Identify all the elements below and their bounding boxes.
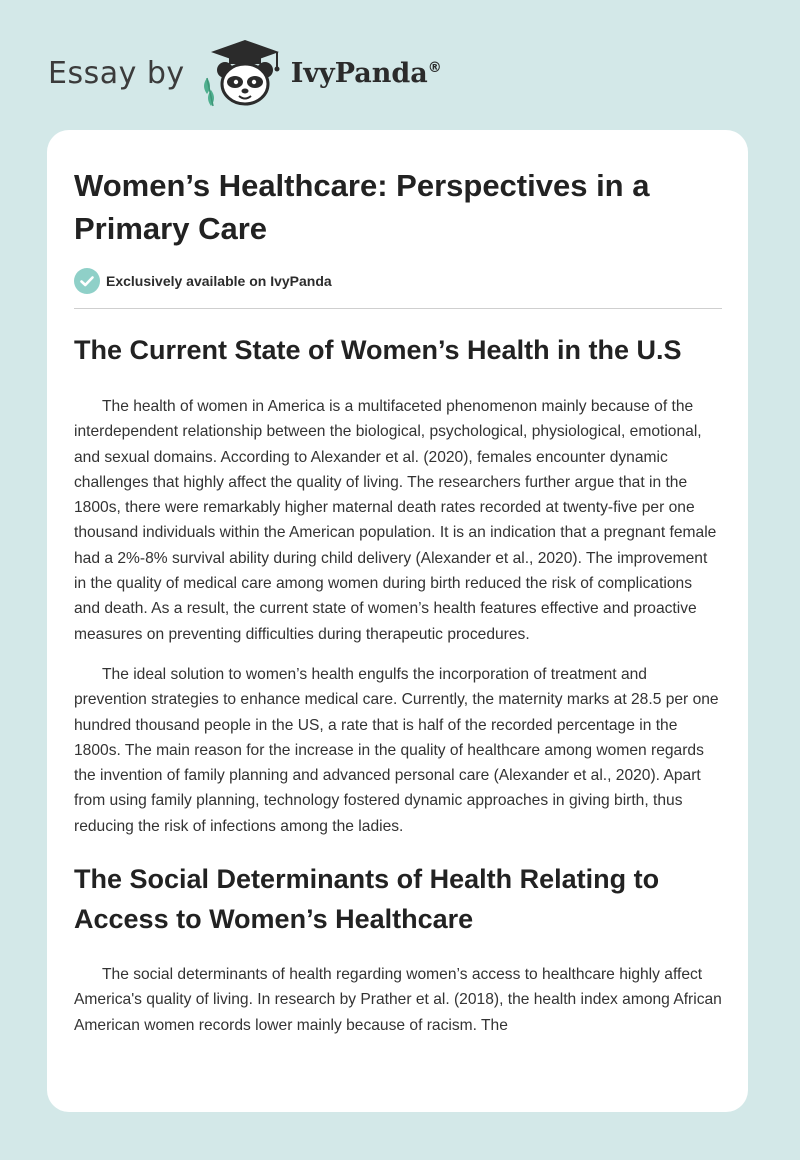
body-paragraph: The health of women in America is a multifaceted phenomenon mainly because of the interdependent relationship between the biological, psychological, physiological, emotional, and sexual domains. According to Alexander et al. (2020), females encounter dynamic challenges that highly affect the quality of living. The researchers further argue that in the 1800s, there were remarkably higher maternal death rates recorded at twenty-five per one thousand individuals within the American population. It is an indication that a pregnant female had a 2%-8% survival ability during child delivery (Alexander et al., 2020). The improvement in the quality of medical care among women during birth reduced the risk of complications and death. As a result, the current state of women’s health features effective and proactive measures on preventing difficulties during therapeutic procedures. [74,398,717,643]
article-title: Women’s Healthcare: Perspectives in a Primary Care [74,168,650,246]
section-heading: The Current State of Women’s Health in the U.S [74,335,682,365]
body-paragraph: The social determinants of health regarding women’s access to healthcare highly affect America's quality of living. In research by Prather et al. (2018), the health index among African American women records lower mainly because of racism. The [74,966,722,1034]
brand-name[interactable]: IvyPanda® [290,57,442,89]
check-circle-icon [74,268,100,294]
panda-graduate-icon [197,38,289,108]
brand-prefix: Essay by [48,55,185,91]
divider [74,308,722,309]
article-card [47,130,748,1112]
exclusive-badge-text: Exclusively available on IvyPanda [106,273,332,289]
section-heading: The Social Determinants of Health Relating to Access to Women’s Healthcare [74,864,660,935]
brand-header [48,38,442,108]
exclusive-badge [74,267,722,295]
body-paragraph: The ideal solution to women’s health engulfs the incorporation of treatment and prevention strategies to enhance medical care. Currently, the maternity marks at 28.5 per one hundred thousand people in the US, a rate that is half of the recorded percentage in the 1800s. The main reason for the increase in the quality of healthcare among women regards the invention of family planning and advanced personal care (Alexander et al., 2020). Apart from using family planning, technology fostered dynamic approaches in giving birth, thus reducing the risk of infections among the ladies. [74,665,719,835]
